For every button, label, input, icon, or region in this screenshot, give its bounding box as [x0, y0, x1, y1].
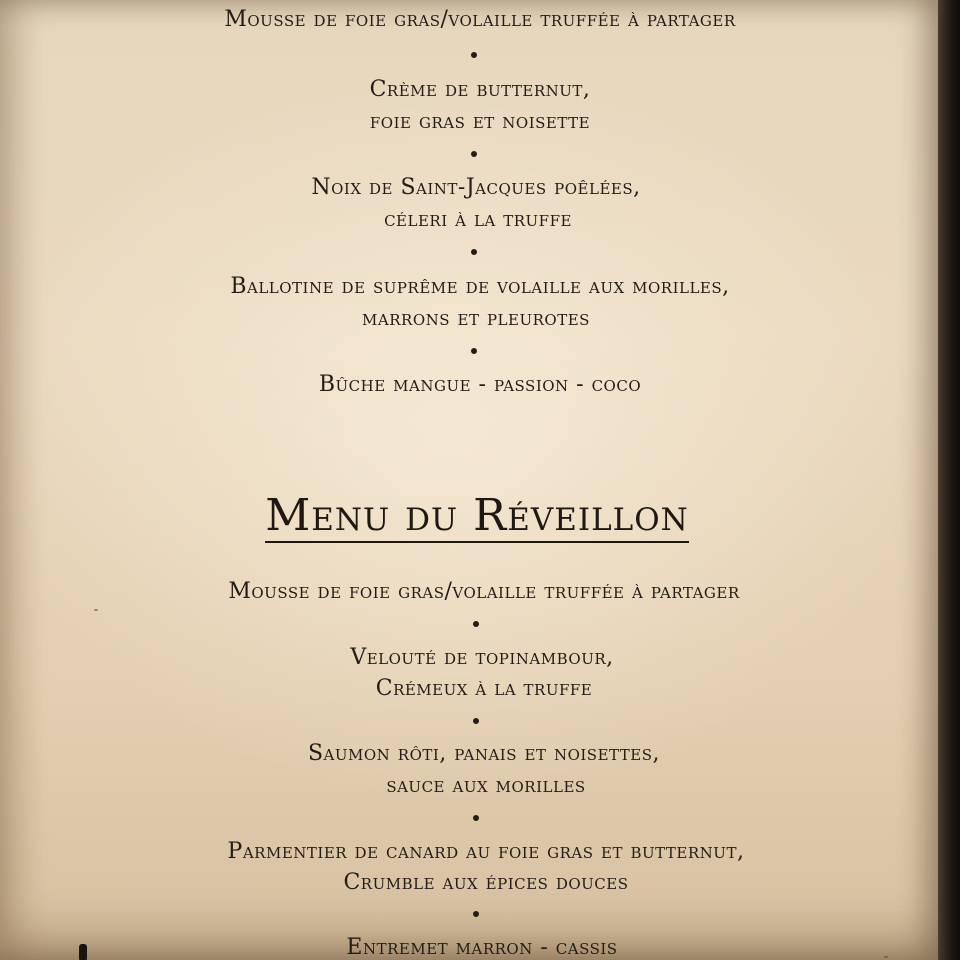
menu1-item4-line2: marrons et pleurotes — [362, 306, 590, 331]
menu1-item5: Bûche mangue - passion - coco — [318, 372, 642, 397]
paper-speck — [884, 956, 888, 958]
separator-dot — [471, 348, 477, 354]
menu2-item3-line2: sauce aux morilles — [386, 773, 586, 798]
separator-dot — [473, 621, 479, 627]
menu2-item1: Mousse de foie gras/volaille truffée à partager — [228, 579, 740, 604]
separator-dot — [473, 911, 479, 917]
menu2-item4-line2: Crumble aux épices douces — [343, 870, 629, 895]
separator-dot — [473, 718, 479, 724]
menu1-item2-line1: Crème de butternut, — [369, 77, 591, 102]
menu-title — [0, 486, 954, 546]
menu1-item3-line1: Noix de Saint-Jacques poêlées, — [311, 175, 641, 200]
menu1-item3-line2: céleri à la truffe — [384, 207, 572, 232]
menu1-item2-line2: foie gras et noisette — [369, 109, 591, 134]
menu2-item5: Entremet marron - cassis — [346, 935, 618, 960]
separator-dot — [471, 249, 477, 255]
menu2-item3-line1: Saumon rôti, panais et noisettes, — [307, 741, 661, 766]
menu2-item4-line1: Parmentier de canard au foie gras et butternut, — [227, 839, 745, 864]
menu1-item4-line1: Ballotine de suprême de volaille aux morilles, — [230, 274, 730, 299]
paper-edge-shadow — [938, 0, 960, 960]
paper-speck — [94, 609, 98, 611]
menu1-item1: Mousse de foie gras/volaille truffée à partager — [224, 7, 736, 32]
menu2-item2-line1: Velouté de topinambour, — [350, 645, 614, 670]
separator-dot — [471, 52, 477, 58]
separator-dot — [473, 815, 479, 821]
pin-mark — [79, 944, 87, 960]
menu2-item2-line2: Crémeux à la truffe — [375, 676, 593, 701]
separator-dot — [471, 151, 477, 157]
menu-title-text: Menu du Réveillon — [265, 490, 689, 541]
